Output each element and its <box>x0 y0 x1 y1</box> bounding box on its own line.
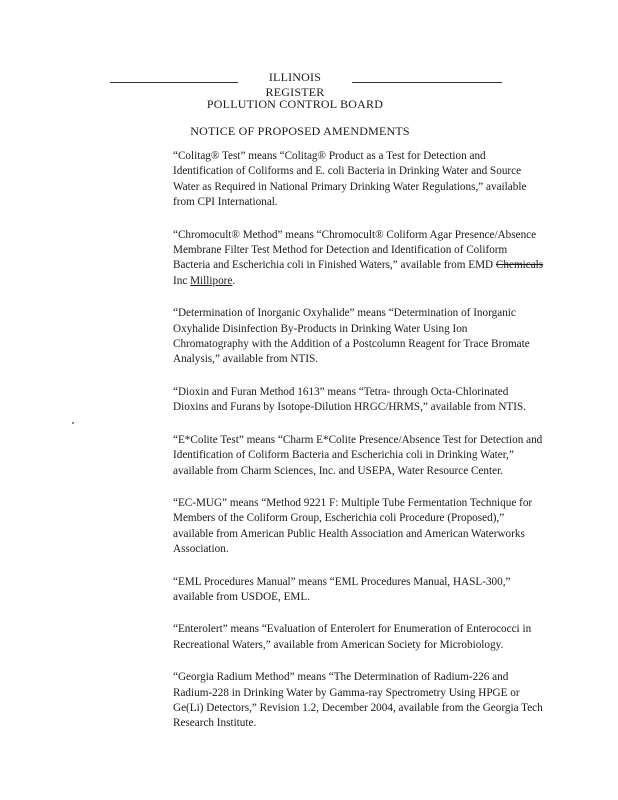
definition-enterolert: “Enterolert” means “Evaluation of Enterolert for Enumeration of Enterococci in Recreational Waters,” available from American Society for Microbiology. <box>173 623 532 651</box>
definition-inorganic-oxyhalide: “Determination of Inorganic Oxyhalide” means “Determination of Inorganic Oxyhalide Disinfection By-Products in Drinking Water Using Ion Chromatography with the Addition of a Postcolumn Reagent for Trace Bromate Analysis,” available from NTIS. <box>173 307 530 366</box>
definition-eml-manual: “EML Procedures Manual” means “EML Procedures Manual, HASL-300,” available from USDOE, EML. <box>173 575 511 603</box>
header-rule-right <box>352 82 502 83</box>
inserted-text: Millipore <box>190 274 233 287</box>
scan-speck <box>72 422 74 424</box>
chromocult-mid: Inc <box>173 274 191 287</box>
chromocult-text: “Chromocult® Method” means “Chromocult® Coliform Agar Presence/Absence Membrane Filter Test Method for Detection and Identification of Coliform Bacteria and Escherichia coli in Finished Waters,” available from EMD <box>173 228 537 272</box>
definitions-list <box>173 149 545 749</box>
definition-colitag: “Colitag® Test” means “Colitag® Product as a Test for Detection and Identification of Coliforms and E. coli Bacteria in Drinking Water and Source Water as Required in National Primary Drinking Water Regulations,” available from CPI International. <box>173 150 527 209</box>
definition-ec-mug: “EC-MUG” means “Method 9221 F: Multiple Tube Fermentation Technique for Members of the Coliform Group, Escherichia coli Procedure (Proposed),” available from American Public Health Association and American Waterworks Association. <box>173 496 533 556</box>
definition-chromocult <box>173 228 545 290</box>
definition-georgia-radium: “Georgia Radium Method” means “The Determination of Radium-226 and Radium-228 in Drinking Water by Gamma-ray Spectrometry Using HPGE or Ge(Li) Detectors,” Revision 1.2, December 2004, available from the Georgia Tech Research Institute. <box>173 671 543 730</box>
struck-text: Chemicals <box>495 259 544 272</box>
chromocult-end: . <box>232 274 236 287</box>
definition-dioxin-furan: “Dioxin and Furan Method 1613” means “Tetra- through Octa-Chlorinated Dioxins and Furans by Isotope-Dilution HRGC/HRMS,” available from NTIS. <box>173 385 526 414</box>
board-title: POLLUTION CONTROL BOARD <box>206 97 384 111</box>
definition-ecolite: “E*Colite Test” means “Charm E*Colite Presence/Absence Test for Detection and Identification of Coliform Bacteria and Escherichia coli in Drinking Water,” available from Charm Sciences, Inc. and USEPA, Water Resource Center. <box>173 433 543 477</box>
header-rule-left <box>110 82 238 83</box>
notice-title: NOTICE OF PROPOSED AMENDMENTS <box>190 124 410 138</box>
register-title: ILLINOIS REGISTER <box>265 70 325 99</box>
